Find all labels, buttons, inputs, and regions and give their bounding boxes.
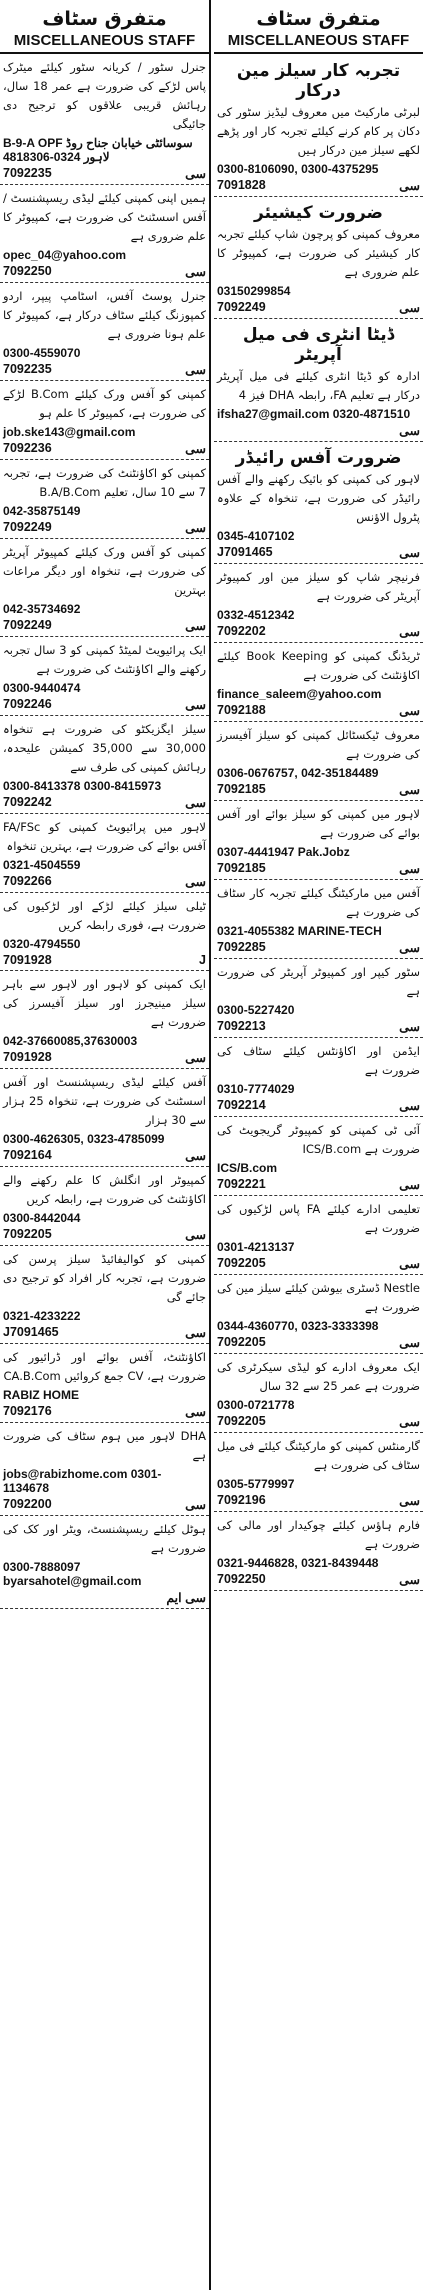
ad-ref-number: 7092214 xyxy=(217,1098,266,1112)
ad-ref-code: سی xyxy=(399,704,420,718)
ad-ref-number: 7092235 xyxy=(3,362,52,376)
ad-ref-number: 7092185 xyxy=(217,782,266,796)
ad-reference xyxy=(3,362,206,377)
ad-reference xyxy=(217,1256,420,1271)
ad-reference xyxy=(217,423,420,438)
ad-reference xyxy=(3,1050,206,1065)
classified-ad xyxy=(0,1069,209,1167)
ad-ref-code: سی xyxy=(185,619,206,633)
ad-ref-number: 7092221 xyxy=(217,1177,266,1191)
ad-reference xyxy=(217,178,420,193)
ad-body: آفس میں مارکیٹنگ کیلئے تجربہ کار سٹاف کی ضرورت ہے xyxy=(217,886,420,919)
classified-ad xyxy=(0,539,209,637)
ad-reference xyxy=(3,1404,206,1419)
ad-body: لاہور میں کمپنی کو سیلز بوائے اور آفس بوائے کی ضرورت ہے xyxy=(217,807,420,840)
ad-ref-code: سی xyxy=(399,1020,420,1034)
ad-ref-number: 7092266 xyxy=(3,874,52,888)
ad-ref-number: 7092185 xyxy=(217,861,266,875)
ad-contact: 0321-4055382 MARINE-TECH xyxy=(217,924,382,938)
ad-contact: 042-35875149 xyxy=(3,504,81,518)
right-column xyxy=(214,0,423,2290)
classified-ad xyxy=(214,1038,423,1117)
classified-ad xyxy=(214,564,423,643)
ad-ref-number: 7092164 xyxy=(3,1148,52,1162)
ad-body: ایڈمن اور اکاؤنٹس کیلئے سٹاف کی ضرورت ہے xyxy=(217,1044,420,1077)
ad-reference xyxy=(217,1335,420,1350)
ad-ref-number: 7091828 xyxy=(217,178,266,192)
ad-ref-code: سی xyxy=(399,625,420,639)
ad-body: ادارہ کو ڈیٹا انٹری کیلئے فی میل آپریٹر درکار ہے تعلیم FA، رابطہ DHA فیز 4 xyxy=(217,369,420,402)
ad-ref-number: 7092205 xyxy=(217,1256,266,1270)
ad-body: DHA لاہور میں ہوم سٹاف کی ضرورت ہے xyxy=(3,1429,206,1462)
ad-reference xyxy=(217,1493,420,1508)
ad-contact: 0306-0676757, 042-35184489 xyxy=(217,766,379,780)
classified-ad xyxy=(214,1275,423,1354)
ad-reference xyxy=(3,618,206,633)
ad-contact: 0310-7774029 xyxy=(217,1082,295,1096)
ad-reference xyxy=(3,1497,206,1512)
ad-ref-code: سی xyxy=(185,167,206,181)
ad-body: آئی ٹی کمپنی کو کمپیوٹر گریجویٹ کی ضرورت ہے ICS/B.com xyxy=(217,1123,420,1156)
ad-ref-code: سی xyxy=(399,179,420,193)
ad-contact: 0300-4559070 xyxy=(3,346,81,360)
ad-reference xyxy=(217,1019,420,1034)
classified-ad xyxy=(214,801,423,880)
ad-ref-code: سی xyxy=(185,1326,206,1340)
ad-title: ضرورت کیشیئر xyxy=(254,203,383,223)
ad-reference xyxy=(217,545,420,560)
ad-body: ایک کمپنی کو لاہور اور لاہور سے باہر سیلز مینیجرز اور سیلز آفیسرز کی ضرورت ہے xyxy=(3,977,206,1029)
left-header-urdu: متفرق سٹاف xyxy=(42,8,167,30)
ad-reference xyxy=(3,795,206,810)
ad-body: سٹور کیپر اور کمپیوٹر آپریٹر کی ضرورت ہے xyxy=(217,965,420,998)
ad-body: کمپنی کو آفس ورک کیلئے B.Com لڑکے کی ضرورت ہے، کمپیوٹر کا علم ہو xyxy=(3,387,206,420)
ad-ref-code: سی xyxy=(185,1498,206,1512)
ad-contact: 0307-4441947 Pak.Jobz xyxy=(217,845,350,859)
left-column-header xyxy=(0,0,209,54)
ad-ref-code: سی xyxy=(185,1228,206,1242)
ad-body: جنرل پوسٹ آفس، اسٹامپ پیپر، اردو کمپوزنگ کیلئے سٹاف درکار ہے، کمپیوٹر کا علم ہونا ضروری ہے xyxy=(3,289,206,341)
ad-ref-code: سی xyxy=(185,521,206,535)
ad-body: کمپنی کو کوالیفائیڈ سیلز پرسن کی ضرورت ہے، تجربہ کار افراد کو ترجیح دی جائے گی xyxy=(3,1252,206,1304)
ad-body: آفس کیلئے لیڈی ریسپشنسٹ اور آفس اسسٹنٹ کی ضرورت ہے، تنخواہ 25 ہزار سے 30 ہزار xyxy=(3,1075,206,1127)
ad-reference xyxy=(217,782,420,797)
classified-ad xyxy=(0,1344,209,1423)
ad-title: ضرورت آفس رائیڈر xyxy=(235,448,402,468)
ad-ref-number: 7092249 xyxy=(3,520,52,534)
ad-ref-code: سی xyxy=(185,796,206,810)
ad-ref-code: سی xyxy=(399,1099,420,1113)
classified-ad xyxy=(0,814,209,893)
ad-contact: 0344-4360770, 0323-3333398 xyxy=(217,1319,379,1333)
ad-title: ڈیٹا انٹری فی میل آپریٹر xyxy=(242,325,395,365)
ad-contact: 0300-4626305, 0323-4785099 xyxy=(3,1132,165,1146)
classified-ad xyxy=(0,971,209,1069)
ad-ref-number: 7092188 xyxy=(217,703,266,717)
ad-ref-number: 7092176 xyxy=(3,1404,52,1418)
left-column xyxy=(0,0,211,2290)
ad-reference xyxy=(217,861,420,876)
ad-ref-number: 7092250 xyxy=(3,264,52,278)
ad-contact: 0321-4504559 xyxy=(3,858,81,872)
classified-ad xyxy=(214,1512,423,1591)
classified-ad xyxy=(214,722,423,801)
ad-body: معروف کمپنی کو پرچون شاپ کیلئے تجربہ کار کیشیئر کی ضرورت ہے، کمپیوٹر کا علم ضروری ہے xyxy=(217,227,420,279)
ad-body: ٹیلی سیلز کیلئے لڑکے اور لڑکیوں کی ضرورت ہے، فوری رابطہ کریں xyxy=(3,899,206,932)
ad-reference xyxy=(217,940,420,955)
classified-ad xyxy=(214,643,423,722)
ad-contact: 0300-9440474 xyxy=(3,681,81,695)
ad-contact: ifsha27@gmail.com 0320-4871510 xyxy=(217,407,411,421)
ad-ref-code: سی xyxy=(399,1573,420,1587)
ad-ref-number: 7092236 xyxy=(3,441,52,455)
classified-ad xyxy=(214,442,423,564)
ad-reference xyxy=(217,1098,420,1113)
ad-body: لبرٹی مارکیٹ میں معروف لیڈیز سٹور کی دکان پر کام کرنے کیلئے تجربہ کار اور پڑھے لکھے سیلز مین درکار ہیں xyxy=(217,105,420,157)
ad-ref-code: سی xyxy=(399,1336,420,1350)
ad-ref-code: سی xyxy=(399,783,420,797)
ad-reference xyxy=(217,1177,420,1192)
ad-ref-code: سی xyxy=(185,1149,206,1163)
right-header-urdu: متفرق سٹاف xyxy=(256,8,381,30)
ad-reference xyxy=(217,1572,420,1587)
ad-contact: 0300-5227420 xyxy=(217,1003,295,1017)
ad-reference xyxy=(3,874,206,889)
classified-ad xyxy=(0,1246,209,1344)
ad-contact: 0300-8413378 0300-8415973 xyxy=(3,779,162,793)
ad-body: جنرل سٹور / کریانہ سٹور کیلئے میٹرک پاس لڑکے کی ضرورت ہے عمر 18 سال، رہائش قریبی علاقوں کو ترجیح دی جائیگی xyxy=(3,60,206,131)
ad-ref-number: 7092200 xyxy=(3,1497,52,1511)
ad-ref-number: 7092202 xyxy=(217,624,266,638)
ad-ref-number: 7092205 xyxy=(3,1227,52,1241)
ad-reference xyxy=(217,703,420,718)
ad-reference xyxy=(217,624,420,639)
ad-body: ٹریڈنگ کمپنی کو Book Keeping کیلئے اکاؤنٹنٹ کی ضرورت ہے xyxy=(217,649,421,682)
ad-ref-number: 7092235 xyxy=(3,166,52,180)
ad-title: تجربہ کار سیلز مین درکار xyxy=(236,61,401,101)
classified-ad xyxy=(0,893,209,971)
left-header-english: MISCELLANEOUS STAFF xyxy=(0,32,209,54)
ad-ref-code: سی xyxy=(185,698,206,712)
ad-ref-code: سی xyxy=(185,363,206,377)
classified-ad xyxy=(0,1167,209,1246)
ad-contact: ICS/B.com xyxy=(217,1161,278,1175)
ad-ref-code: سی ایم xyxy=(166,1591,206,1605)
ad-contact: 042-35734692 xyxy=(3,602,81,616)
ad-reference xyxy=(3,166,206,181)
ad-ref-number: 7092213 xyxy=(217,1019,266,1033)
ad-body: فرنیچر شاپ کو سیلز مین اور کمپیوٹر آپریٹر کی ضرورت ہے xyxy=(217,570,420,603)
ad-ref-code: سی xyxy=(185,1405,206,1419)
ad-contact: 0305-5779997 xyxy=(217,1477,295,1491)
classified-ad xyxy=(0,1516,209,1609)
ad-ref-number: 7092249 xyxy=(217,300,266,314)
classified-ad xyxy=(214,1354,423,1433)
ad-contact: 0345-4107102 xyxy=(217,529,295,543)
classified-ad xyxy=(0,381,209,460)
ad-body: سیلز ایگزیکٹو کی ضرورت ہے تنخواہ 30,000 سے 35,000 کمیشن علیحدہ، رہائش کمپنی کی طرف سے xyxy=(3,722,206,774)
ad-contact: 0332-4512342 xyxy=(217,608,295,622)
ad-contact: 0300-7888097 byarsahotel@gmail.com xyxy=(3,1560,142,1588)
classified-ad xyxy=(214,1117,423,1196)
ad-body: اکاؤنٹنٹ، آفس بوائے اور ڈرائیور کی ضرورت ہے، CV جمع کروائیں CA.B.Com xyxy=(3,1350,206,1383)
ad-ref-code: J xyxy=(199,953,206,967)
right-header-english: MISCELLANEOUS STAFF xyxy=(214,32,423,54)
ad-contact: 03150299854 xyxy=(217,284,291,298)
ad-body: فارم ہاؤس کیلئے چوکیدار اور مالی کی ضرورت ہے xyxy=(217,1518,420,1551)
classified-ad xyxy=(0,54,209,185)
ad-reference xyxy=(3,264,206,279)
left-ad-list xyxy=(0,54,209,1609)
ad-body: ایک معروف ادارے کو لیڈی سیکرٹری کی ضرورت ہے عمر 25 سے 32 سال xyxy=(217,1360,420,1393)
classified-ad xyxy=(214,880,423,959)
ad-ref-number: 7092205 xyxy=(217,1335,266,1349)
ad-contact: B-9-A OPF سوسائٹی خیابان جناح روڈ لاہور 0324-4818306 xyxy=(3,136,193,164)
ad-reference xyxy=(3,1590,206,1605)
classified-ad xyxy=(214,1433,423,1512)
classified-ad xyxy=(214,197,423,319)
ad-contact: 0300-8442044 xyxy=(3,1211,81,1225)
ad-contact: 0320-4794550 xyxy=(3,937,81,951)
ad-contact: finance_saleem@yahoo.com xyxy=(217,687,382,701)
ad-ref-number: 7092250 xyxy=(217,1572,266,1586)
ad-reference xyxy=(3,1148,206,1163)
ad-ref-number: 7091928 xyxy=(3,1050,52,1064)
classified-ad xyxy=(0,1423,209,1516)
ad-contact: opec_04@yahoo.com xyxy=(3,248,127,262)
ad-body: Nestle ڈسٹری بیوشن کیلئے سیلز مین کی ضرورت ہے xyxy=(217,1281,420,1314)
ad-reference xyxy=(3,441,206,456)
classified-ad xyxy=(0,716,209,814)
ad-body: معروف ٹیکسٹائل کمپنی کو سیلز آفیسرز کی ضرورت ہے xyxy=(217,728,420,761)
ad-contact: 0321-4233222 xyxy=(3,1309,81,1323)
classified-ad xyxy=(0,637,209,716)
ad-contact: 0300-8106090, 0300-4375295 xyxy=(217,162,379,176)
ad-ref-code: سی xyxy=(185,875,206,889)
classified-ad xyxy=(214,54,423,197)
ad-ref-number: J7091465 xyxy=(3,1325,59,1339)
ad-body: گارمنٹس کمپنی کو مارکیٹنگ کیلئے فی میل سٹاف کی ضرورت ہے xyxy=(217,1439,420,1472)
classified-ad xyxy=(214,319,423,442)
ad-ref-code: سی xyxy=(185,265,206,279)
ad-body: کمپیوٹر اور انگلش کا علم رکھنے والے اکاؤنٹنٹ کی ضرورت ہے، رابطہ کریں xyxy=(3,1173,206,1206)
classified-ad xyxy=(0,283,209,381)
ad-contact: RABIZ HOME xyxy=(3,1388,79,1402)
ad-ref-code: سی xyxy=(399,424,420,438)
ad-body: ہوٹل کیلئے ریسپشنسٹ، ویٹر اور کک کی ضرورت ہے xyxy=(3,1522,206,1555)
ad-contact: 042-37660085,37630003 xyxy=(3,1034,138,1048)
ad-reference xyxy=(3,520,206,535)
ad-contact: 0301-4213137 xyxy=(217,1240,295,1254)
ad-contact: jobs@rabizhome.com 0301-1134678 xyxy=(3,1467,162,1495)
ad-ref-code: سی xyxy=(399,546,420,560)
ad-ref-code: سی xyxy=(399,1178,420,1192)
ad-ref-code: سی xyxy=(399,1494,420,1508)
ad-contact: job.ske143@gmail.com xyxy=(3,425,136,439)
ad-ref-number: 7092205 xyxy=(217,1414,266,1428)
ad-ref-code: سی xyxy=(185,1051,206,1065)
ad-reference xyxy=(217,300,420,315)
ad-ref-code: سی xyxy=(399,941,420,955)
ad-body: کمپنی کو آفس ورک کیلئے کمپیوٹر آپریٹر کی ضرورت ہے، تنخواہ اور دیگر مراعات بہترین xyxy=(3,545,206,597)
right-ad-list xyxy=(214,54,423,1591)
ad-ref-number: 7091928 xyxy=(3,953,52,967)
classified-ad xyxy=(214,959,423,1038)
ad-reference xyxy=(3,697,206,712)
ad-ref-code: سی xyxy=(399,1415,420,1429)
ad-body: لاہور میں پرائیویٹ کمپنی کو FA/FSc آفس بوائے کی ضرورت ہے، بہترین تنخواہ xyxy=(3,820,206,853)
ad-reference xyxy=(217,1414,420,1429)
ad-contact: 0300-0721778 xyxy=(217,1398,295,1412)
ad-ref-code: سی xyxy=(185,442,206,456)
right-column-header xyxy=(214,0,423,54)
ad-ref-number: 7092249 xyxy=(3,618,52,632)
ad-ref-number: J7091465 xyxy=(217,545,273,559)
ad-reference xyxy=(3,1227,206,1242)
ad-contact: 0321-9446828, 0321-8439448 xyxy=(217,1556,379,1570)
ad-body: ایک پرائیویٹ لمیٹڈ کمپنی کو 3 سال تجربہ رکھنے والے اکاؤنٹنٹ کی ضرورت ہے xyxy=(3,643,206,676)
ad-ref-code: سی xyxy=(399,301,420,315)
classified-ad xyxy=(0,185,209,283)
ad-reference xyxy=(3,953,206,967)
ad-body: تعلیمی ادارے کیلئے FA پاس لڑکیوں کی ضرورت ہے xyxy=(217,1202,420,1235)
ad-body: کمپنی کو اکاؤنٹنٹ کی ضرورت ہے، تجربہ 7 سے 10 سال، تعلیم B.A/B.Com xyxy=(3,466,206,499)
ad-body: ہمیں اپنی کمپنی کیلئے لیڈی ریسپشنسٹ / آفس اسسٹنٹ کی ضرورت ہے، کمپیوٹر کا علم ضروری ہے xyxy=(3,191,206,243)
ad-reference xyxy=(3,1325,206,1340)
ad-ref-number: 7092242 xyxy=(3,795,52,809)
ad-ref-code: سی xyxy=(399,862,420,876)
ad-ref-number: 7092196 xyxy=(217,1493,266,1507)
classified-ad xyxy=(214,1196,423,1275)
ad-ref-number: 7092285 xyxy=(217,940,266,954)
ad-ref-number: 7092246 xyxy=(3,697,52,711)
classified-ad xyxy=(0,460,209,539)
ad-ref-code: سی xyxy=(399,1257,420,1271)
ad-body: لاہور کی کمپنی کو بائیک رکھنے والے آفس رائیڈر کی ضرورت ہے، تنخواہ کے علاوہ پٹرول الاؤنس xyxy=(217,472,420,524)
